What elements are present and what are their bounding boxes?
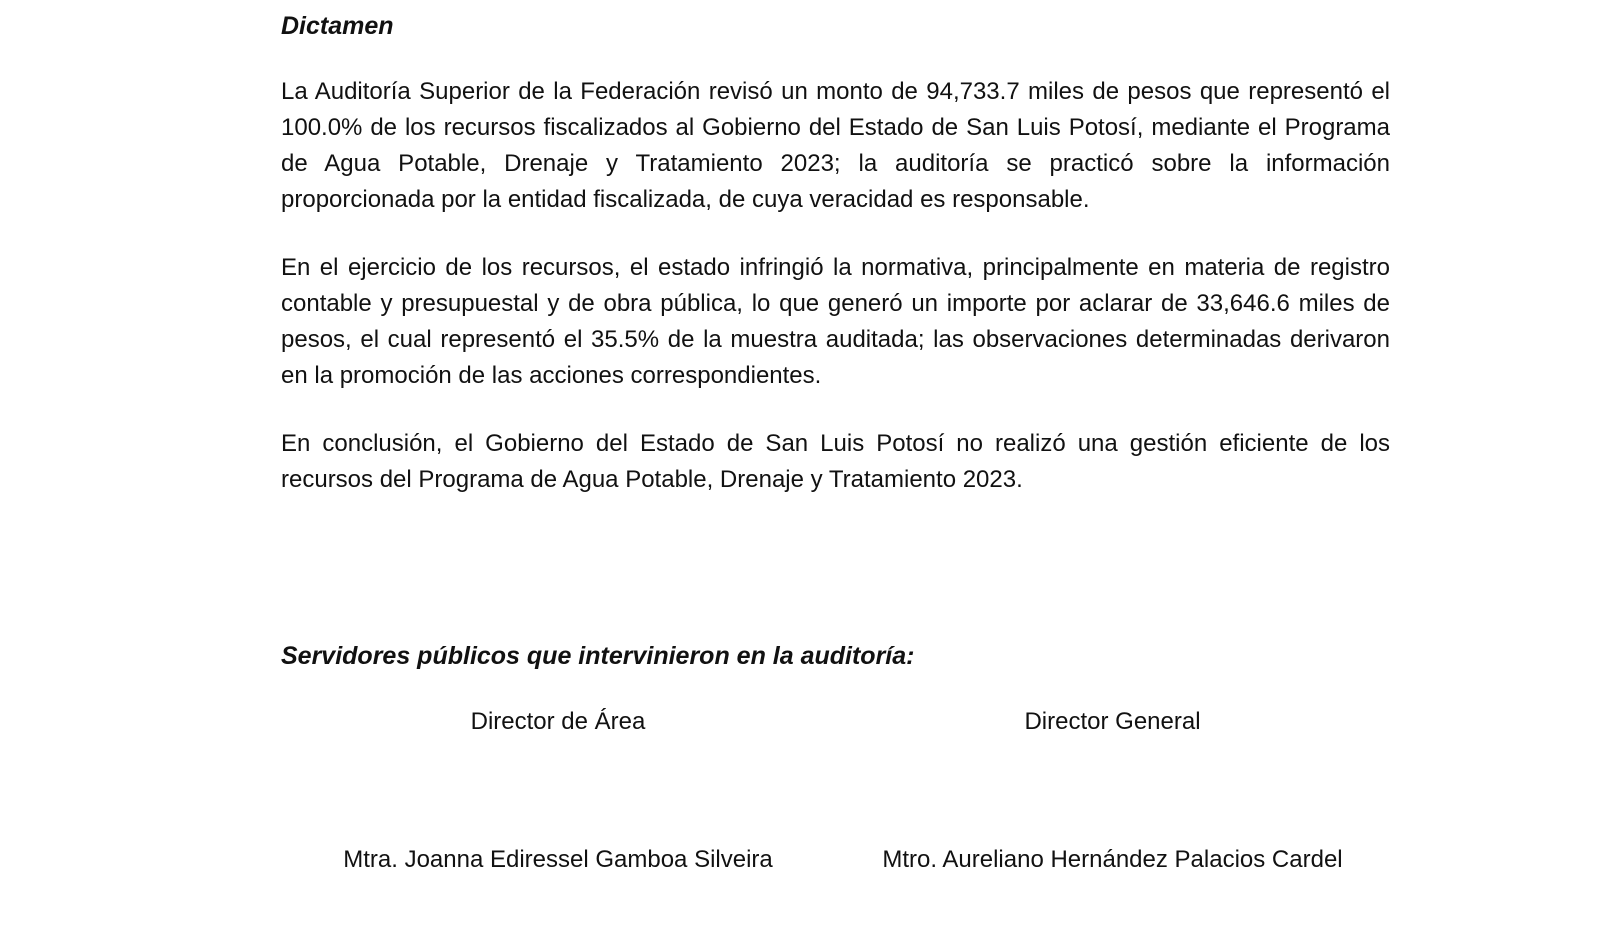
signatory-1-name: Mtra. Joanna Ediressel Gamboa Silveira xyxy=(343,846,773,873)
dictamen-paragraph-1: La Auditoría Superior de la Federación revisó un monto de 94,733.7 miles de pesos que representó el 100.0% de los recursos fiscalizados al Gobierno del Estado de San Luis Potosí, mediante el Programa de Agua Potable, Drenaje y Tratamiento 2023; la auditoría se practicó sobre la información proporcionada por la entidad fiscalizada, de cuya veracidad es responsable. xyxy=(281,78,1390,213)
dictamen-heading: Dictamen xyxy=(281,12,394,40)
dictamen-paragraph-3: En conclusión, el Gobierno del Estado de San Luis Potosí no realizó una gestión eficiente de los recursos del Programa de Agua Potable, Drenaje y Tratamiento 2023. xyxy=(281,430,1390,493)
signatory-2-title: Director General xyxy=(1024,708,1201,735)
dictamen-section xyxy=(281,8,1390,498)
dictamen-paragraph-2: En el ejercicio de los recursos, el estado infringió la normativa, principalmente en materia de registro contable y presupuestal y de obra pública, lo que generó un importe por aclarar de 33,646.6 miles de pesos, el cual representó el 35.5% de la muestra auditada; las observaciones determinadas derivaron en la promoción de las acciones correspondientes. xyxy=(281,254,1390,389)
signatory-1-title: Director de Área xyxy=(470,708,646,735)
servidores-heading: Servidores públicos que intervinieron en la auditoría: xyxy=(281,642,915,670)
signatory-2-name: Mtro. Aureliano Hernández Palacios Cardel xyxy=(882,846,1343,873)
